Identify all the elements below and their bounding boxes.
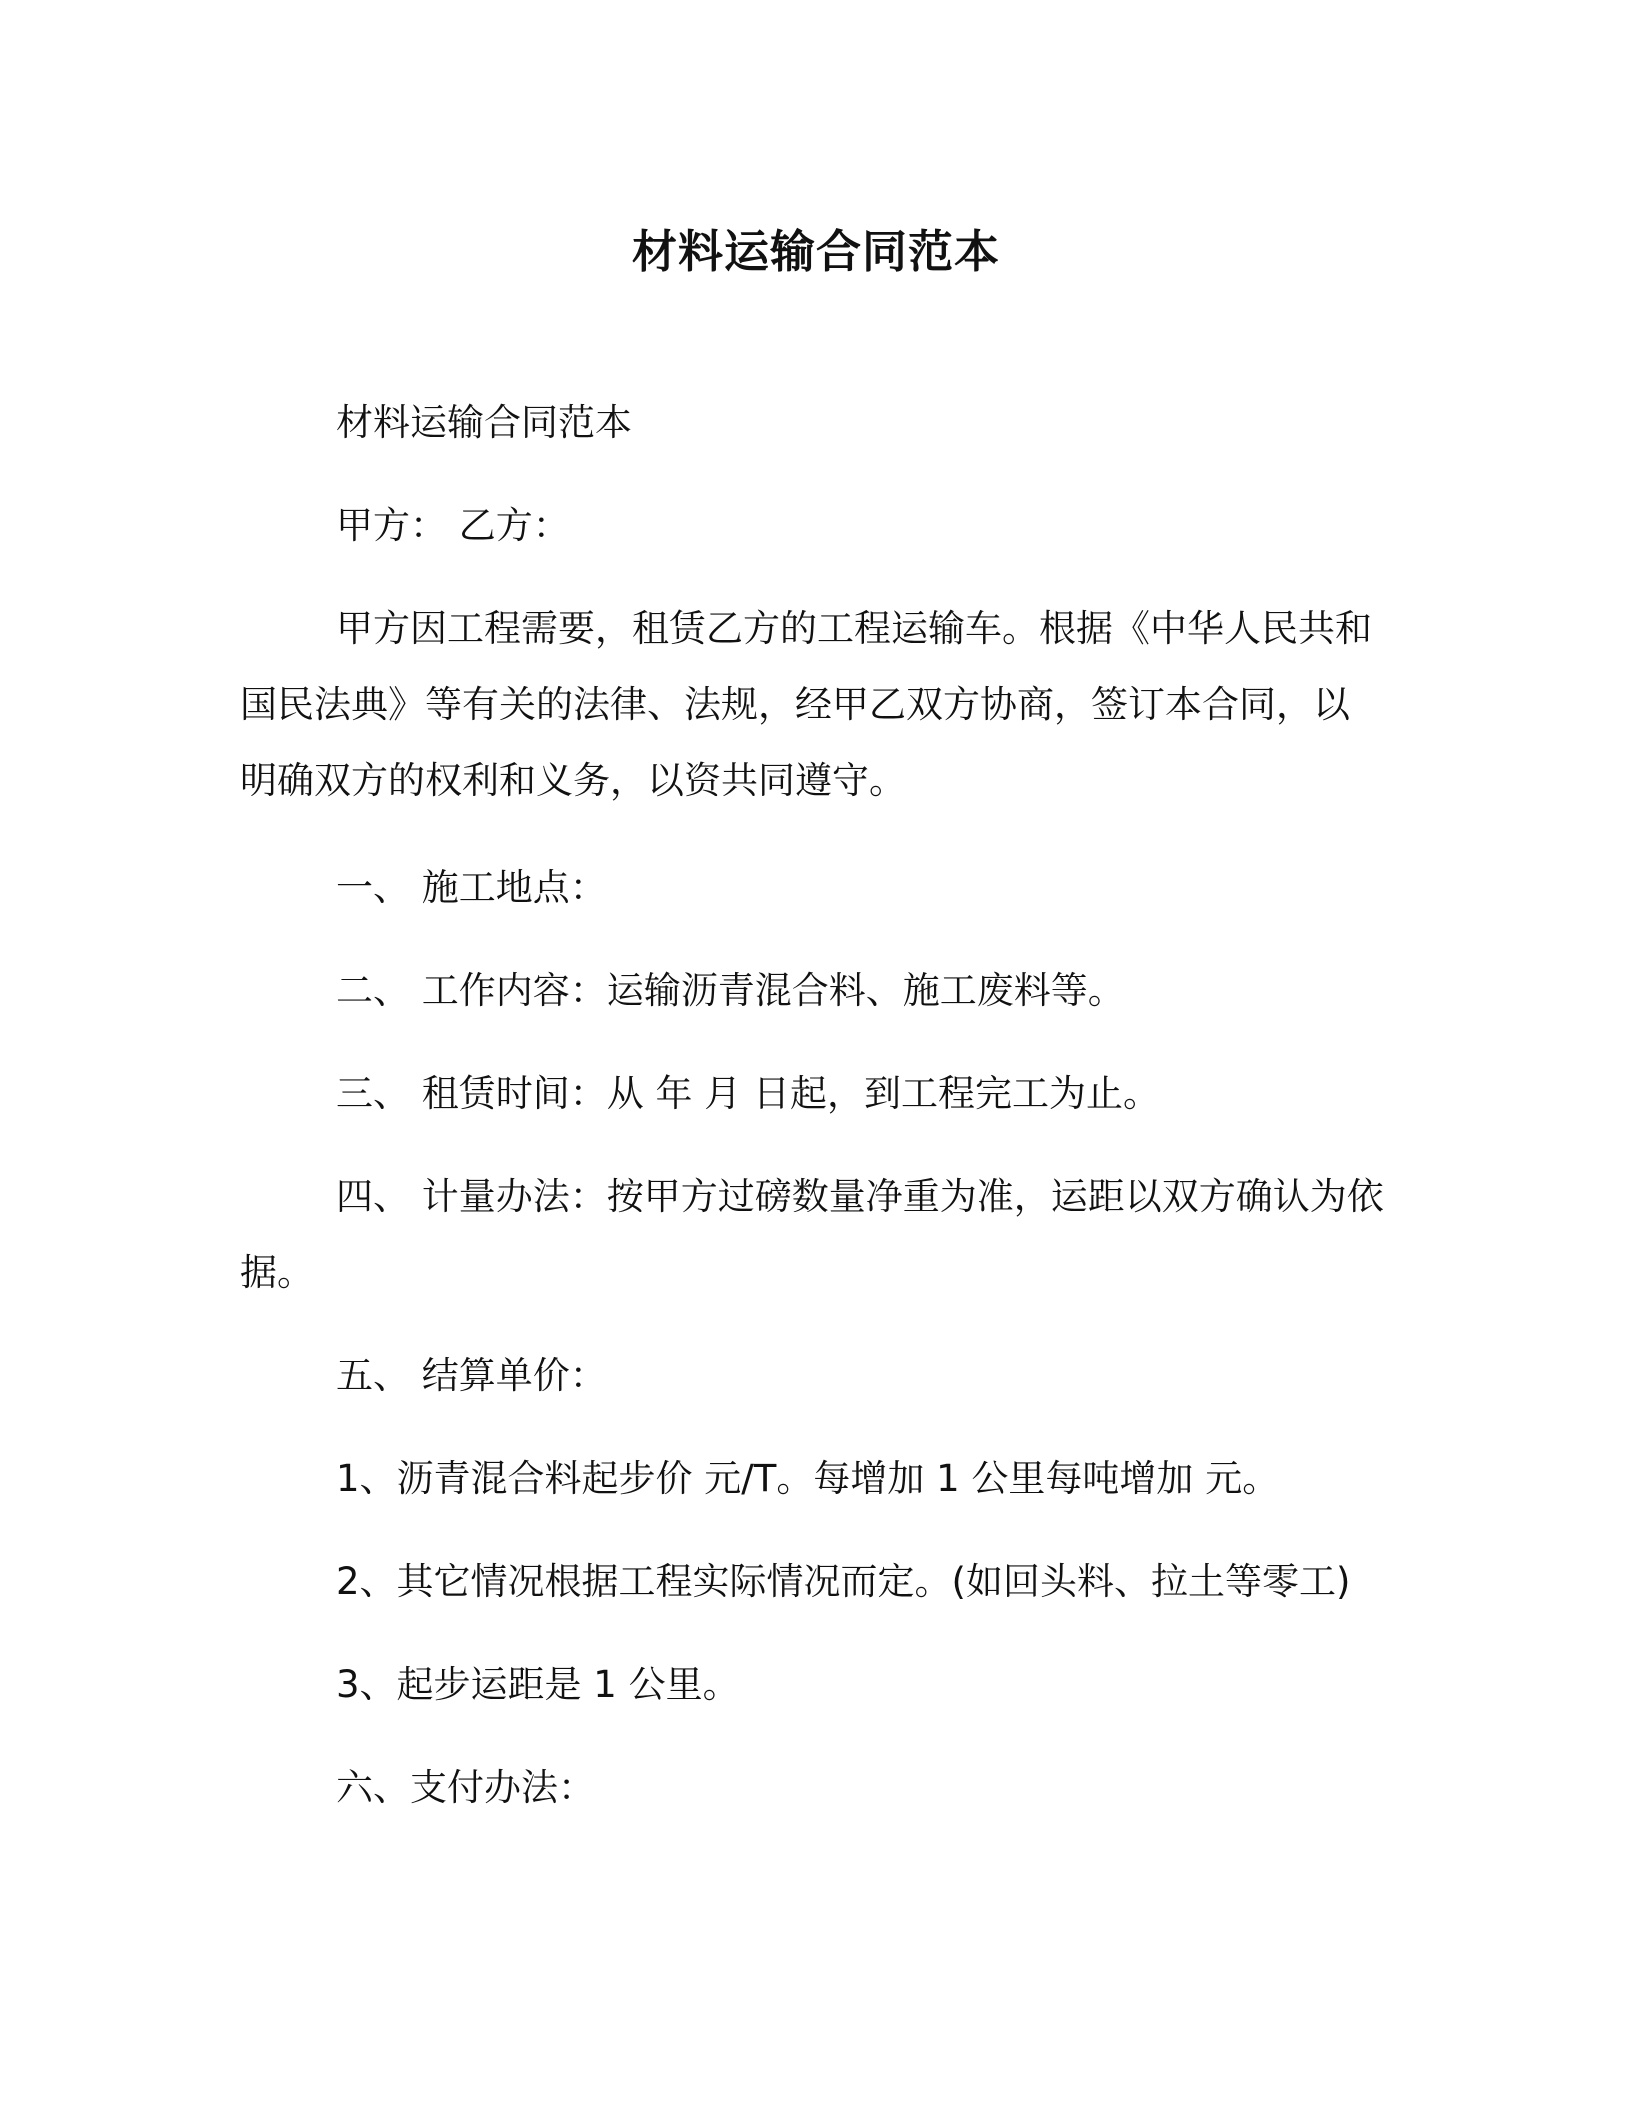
subtitle-paragraph: 材料运输合同范本 (336, 401, 632, 444)
clause-4-line-1: 四、 计量办法：按甲方过磅数量净重为准，运距以双方确认为依 (336, 1175, 1384, 1218)
clause-6-paragraph: 六、支付办法： (336, 1766, 595, 1809)
clause-2-paragraph: 二、 工作内容：运输沥青混合料、施工废料等。 (336, 969, 1125, 1012)
clause-3-paragraph: 三、 租赁时间：从 年 月 日起，到工程完工为止。 (336, 1072, 1161, 1115)
item-3-paragraph: 3、起步运距是 1 公里。 (336, 1663, 740, 1706)
clause-4-line-2: 据。 (240, 1251, 314, 1294)
preamble-line-2: 国民法典》等有关的法律、法规，经甲乙双方协商，签订本合同，以 (240, 683, 1350, 726)
item-2-paragraph: 2、其它情况根据工程实际情况而定。(如回头料、拉土等零工) (336, 1560, 1351, 1603)
preamble-paragraph (240, 591, 1400, 819)
preamble-line-1: 甲方因工程需要，租赁乙方的工程运输车。根据《中华人民共和 (336, 607, 1372, 650)
clause-5-paragraph: 五、 结算单价： (336, 1354, 607, 1397)
document-title: 材料运输合同范本 (631, 225, 1000, 278)
parties-paragraph: 甲方： 乙方： (336, 504, 570, 547)
clause-4-paragraph (240, 1159, 1400, 1311)
item-1-paragraph: 1、沥青混合料起步价 元/T。每增加 1 公里每吨增加 元。 (336, 1457, 1280, 1500)
preamble-line-3: 明确双方的权利和义务，以资共同遵守。 (240, 759, 906, 802)
clause-1-paragraph: 一、 施工地点： (336, 866, 607, 909)
